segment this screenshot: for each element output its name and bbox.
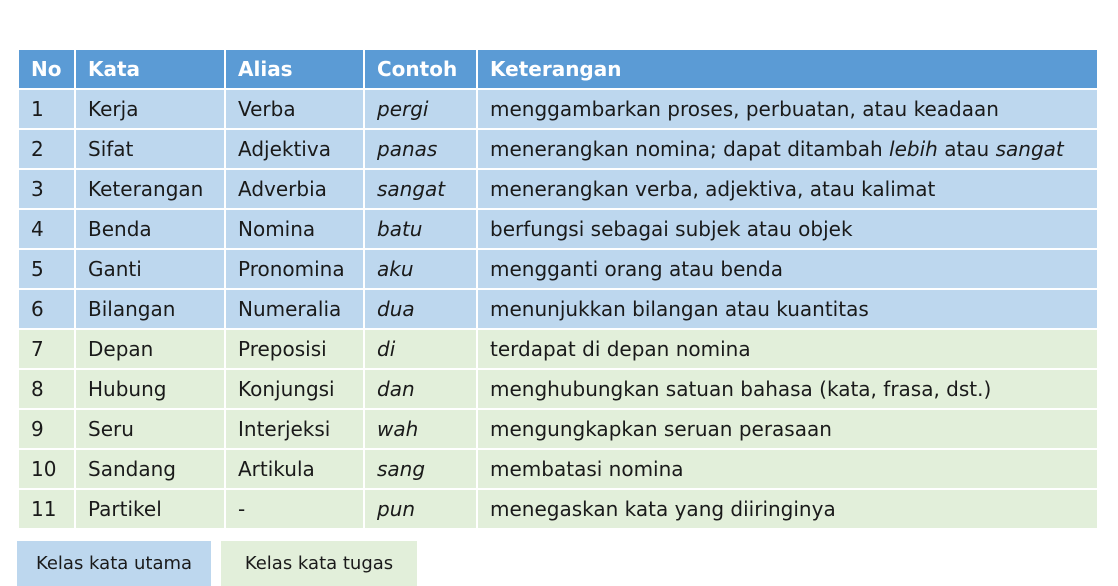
cell-description <box>477 289 1098 329</box>
cell-description <box>477 329 1098 369</box>
word-class-table <box>17 48 1099 530</box>
cell-word: Benda <box>75 209 225 249</box>
cell-example: wah <box>364 409 477 449</box>
cell-word: Sandang <box>75 449 225 489</box>
header-example: Contoh <box>364 49 477 89</box>
cell-description <box>477 169 1098 209</box>
table-row <box>18 89 1098 129</box>
header-word: Kata <box>75 49 225 89</box>
cell-description <box>477 89 1098 129</box>
cell-no: 6 <box>18 289 75 329</box>
cell-example: panas <box>364 129 477 169</box>
table-row <box>18 209 1098 249</box>
table-row <box>18 289 1098 329</box>
cell-description <box>477 409 1098 449</box>
description-text: mengungkapkan seruan perasaan <box>490 417 832 441</box>
legend-main-class: Kelas kata utama <box>17 541 211 586</box>
cell-alias: Pronomina <box>225 249 364 289</box>
cell-example: sang <box>364 449 477 489</box>
table-body <box>18 89 1098 529</box>
cell-word: Sifat <box>75 129 225 169</box>
cell-example: sangat <box>364 169 477 209</box>
cell-word: Seru <box>75 409 225 449</box>
cell-alias: - <box>225 489 364 529</box>
cell-alias: Konjungsi <box>225 369 364 409</box>
table-row <box>18 449 1098 489</box>
cell-word: Ganti <box>75 249 225 289</box>
cell-no: 2 <box>18 129 75 169</box>
cell-word: Bilangan <box>75 289 225 329</box>
table-row <box>18 489 1098 529</box>
header-no: No <box>18 49 75 89</box>
description-text: terdapat di depan nomina <box>490 337 751 361</box>
table-row <box>18 129 1098 169</box>
cell-word: Kerja <box>75 89 225 129</box>
cell-example: pergi <box>364 89 477 129</box>
cell-example: dan <box>364 369 477 409</box>
cell-alias: Adjektiva <box>225 129 364 169</box>
cell-alias: Verba <box>225 89 364 129</box>
cell-no: 4 <box>18 209 75 249</box>
description-text: menunjukkan bilangan atau kuantitas <box>490 297 869 321</box>
cell-no: 8 <box>18 369 75 409</box>
cell-no: 1 <box>18 89 75 129</box>
header-alias: Alias <box>225 49 364 89</box>
description-text: membatasi nomina <box>490 457 684 481</box>
cell-no: 7 <box>18 329 75 369</box>
description-text: menggambarkan proses, perbuatan, atau keadaan <box>490 97 999 121</box>
cell-description <box>477 489 1098 529</box>
cell-no: 5 <box>18 249 75 289</box>
description-emphasis: sangat <box>995 137 1064 161</box>
cell-example: di <box>364 329 477 369</box>
cell-alias: Nomina <box>225 209 364 249</box>
description-text: atau <box>937 137 996 161</box>
cell-word: Keterangan <box>75 169 225 209</box>
cell-word: Partikel <box>75 489 225 529</box>
cell-word: Depan <box>75 329 225 369</box>
cell-alias: Artikula <box>225 449 364 489</box>
description-emphasis: lebih <box>889 137 938 161</box>
table-row <box>18 409 1098 449</box>
cell-description <box>477 209 1098 249</box>
legend-function-class: Kelas kata tugas <box>221 541 417 586</box>
table-header-row <box>18 49 1098 89</box>
cell-example: pun <box>364 489 477 529</box>
cell-alias: Interjeksi <box>225 409 364 449</box>
cell-word: Hubung <box>75 369 225 409</box>
cell-alias: Preposisi <box>225 329 364 369</box>
table-row <box>18 329 1098 369</box>
description-text: berfungsi sebagai subjek atau objek <box>490 217 853 241</box>
cell-no: 9 <box>18 409 75 449</box>
cell-example: dua <box>364 289 477 329</box>
cell-description <box>477 249 1098 289</box>
table-row <box>18 369 1098 409</box>
description-text: menegaskan kata yang diiringinya <box>490 497 836 521</box>
cell-no: 11 <box>18 489 75 529</box>
table-row <box>18 249 1098 289</box>
cell-alias: Numeralia <box>225 289 364 329</box>
cell-alias: Adverbia <box>225 169 364 209</box>
table-row <box>18 169 1098 209</box>
description-text: mengganti orang atau benda <box>490 257 783 281</box>
header-description: Keterangan <box>477 49 1098 89</box>
cell-description <box>477 369 1098 409</box>
cell-description <box>477 449 1098 489</box>
description-text: menghubungkan satuan bahasa (kata, frasa, dst.) <box>490 377 992 401</box>
cell-description <box>477 129 1098 169</box>
cell-no: 3 <box>18 169 75 209</box>
cell-no: 10 <box>18 449 75 489</box>
description-text: menerangkan verba, adjektiva, atau kalimat <box>490 177 936 201</box>
description-text: menerangkan nomina; dapat ditambah <box>490 137 890 161</box>
cell-example: batu <box>364 209 477 249</box>
cell-example: aku <box>364 249 477 289</box>
